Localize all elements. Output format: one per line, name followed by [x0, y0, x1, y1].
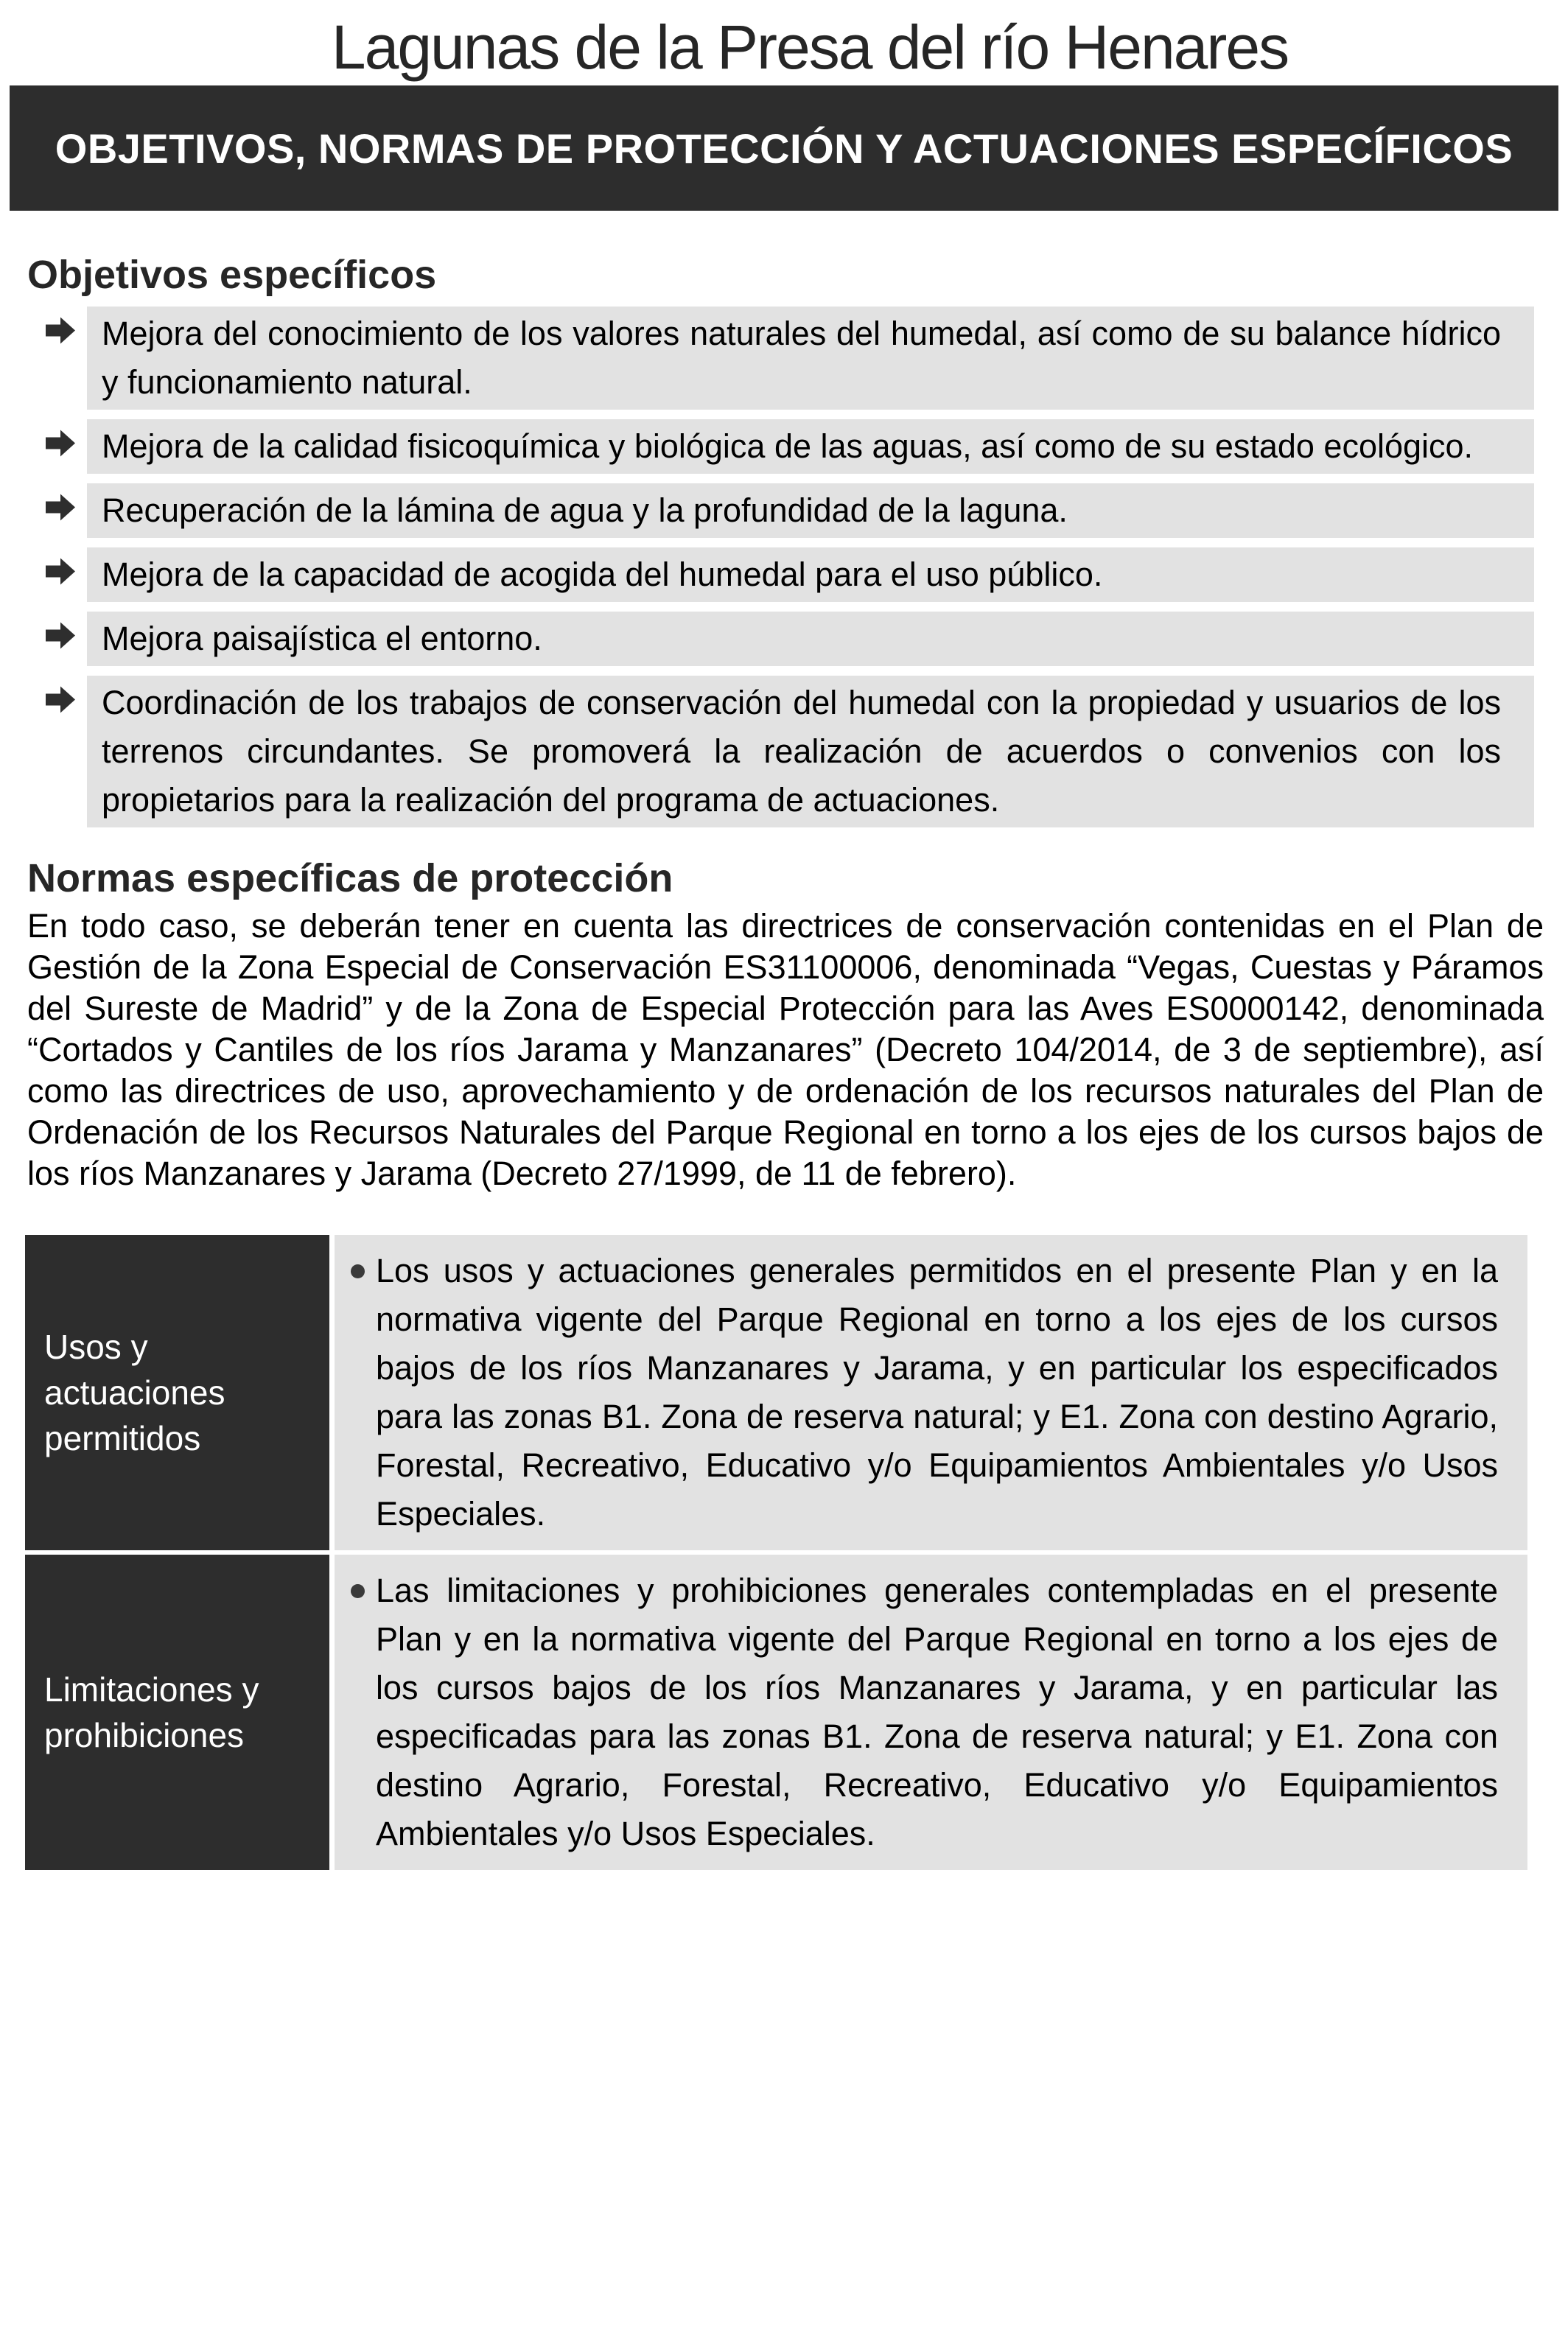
arrow-right-icon — [46, 494, 75, 521]
table-row — [25, 1555, 1527, 1870]
objective-item — [0, 307, 1568, 410]
arrow-right-icon — [46, 558, 75, 585]
row-label: Limitaciones y prohibiciones — [25, 1555, 329, 1870]
objective-item — [0, 419, 1568, 474]
objective-item — [0, 612, 1568, 666]
objective-text: Mejora de la capacidad de acogida del humedal para el uso público. — [87, 547, 1534, 602]
arrow-right-icon — [46, 317, 75, 344]
page-title: Lagunas de la Presa del río Henares — [331, 13, 1289, 82]
objective-text: Recuperación de la lámina de agua y la profundidad de la laguna. — [87, 483, 1534, 538]
bullet-icon — [351, 1264, 365, 1278]
objective-text: Mejora de la calidad fisicoquímica y biológica de las aguas, así como de su estado ecológico. — [87, 419, 1534, 474]
section-banner-text: OBJETIVOS, NORMAS DE PROTECCIÓN Y ACTUACIONES ESPECÍFICOS — [55, 125, 1513, 172]
bullet-icon — [351, 1584, 365, 1598]
objectives-list — [0, 307, 1568, 827]
objective-item — [0, 483, 1568, 538]
protection-paragraph: En todo caso, se deberán tener en cuenta las directrices de conservación contenidas en el Plan de Gestión de la Zona Especial de Conservación ES31100006, denominada “Vegas, Cuestas y Páramos del Sureste de Madrid” y de la Zona de Especial Protección para las Aves ES0000142, denominada “Cortados y Cantiles de los ríos Jarama y Manzanares” (Decreto 104/2014, de 3 de septiembre), así como las directrices de uso, aprovechamiento y de ordenación de los recursos naturales del Plan de Ordenación de los Recursos Naturales del Parque Regional en torno a los ejes de los cursos bajos de los ríos Manzanares y Jarama (Decreto 27/1999, de 11 de febrero). — [27, 907, 1544, 1192]
table-row — [25, 1235, 1527, 1550]
rules-table — [25, 1235, 1527, 1870]
arrow-right-icon — [46, 686, 75, 713]
objective-item — [0, 676, 1568, 827]
objective-text: Coordinación de los trabajos de conservación del humedal con la propiedad y usuarios de los terrenos circundantes. Se promoverá la realización de acuerdos o convenios con los propietarios para la realización del programa de actuaciones. — [87, 676, 1534, 827]
section-banner — [10, 85, 1558, 211]
objectives-heading: Objetivos específicos — [27, 253, 437, 297]
arrow-right-icon — [46, 622, 75, 649]
objective-text: Mejora del conocimiento de los valores naturales del humedal, así como de su balance hídrico y funcionamiento natural. — [87, 307, 1534, 410]
row-content — [335, 1235, 1527, 1550]
row-text: Las limitaciones y prohibiciones generales contempladas en el presente Plan y en la normativa vigente del Parque Regional en torno a los ejes de los cursos bajos de los ríos Manzanares y Jarama, y en particular las especificadas para las zonas B1. Zona de reserva natural; y E1. Zona con destino Agrario, Forestal, Recreativo, Educativo y/o Equipamientos Ambientales y/o Usos Especiales. — [376, 1572, 1498, 1852]
row-label: Usos y actuaciones permitidos — [25, 1235, 329, 1550]
arrow-right-icon — [46, 430, 75, 457]
objective-item — [0, 547, 1568, 602]
row-content — [335, 1555, 1527, 1870]
objective-text: Mejora paisajística el entorno. — [87, 612, 1534, 666]
protection-heading: Normas específicas de protección — [27, 856, 673, 900]
row-text: Los usos y actuaciones generales permitidos en el presente Plan y en la normativa vigente del Parque Regional en torno a los ejes de los cursos bajos de los ríos Manzanares y Jarama, y en particular los especificados para las zonas B1. Zona de reserva natural; y E1. Zona con destino Agrario, Forestal, Recreativo, Educativo y/o Equipamientos Ambientales y/o Usos Especiales. — [376, 1252, 1498, 1533]
